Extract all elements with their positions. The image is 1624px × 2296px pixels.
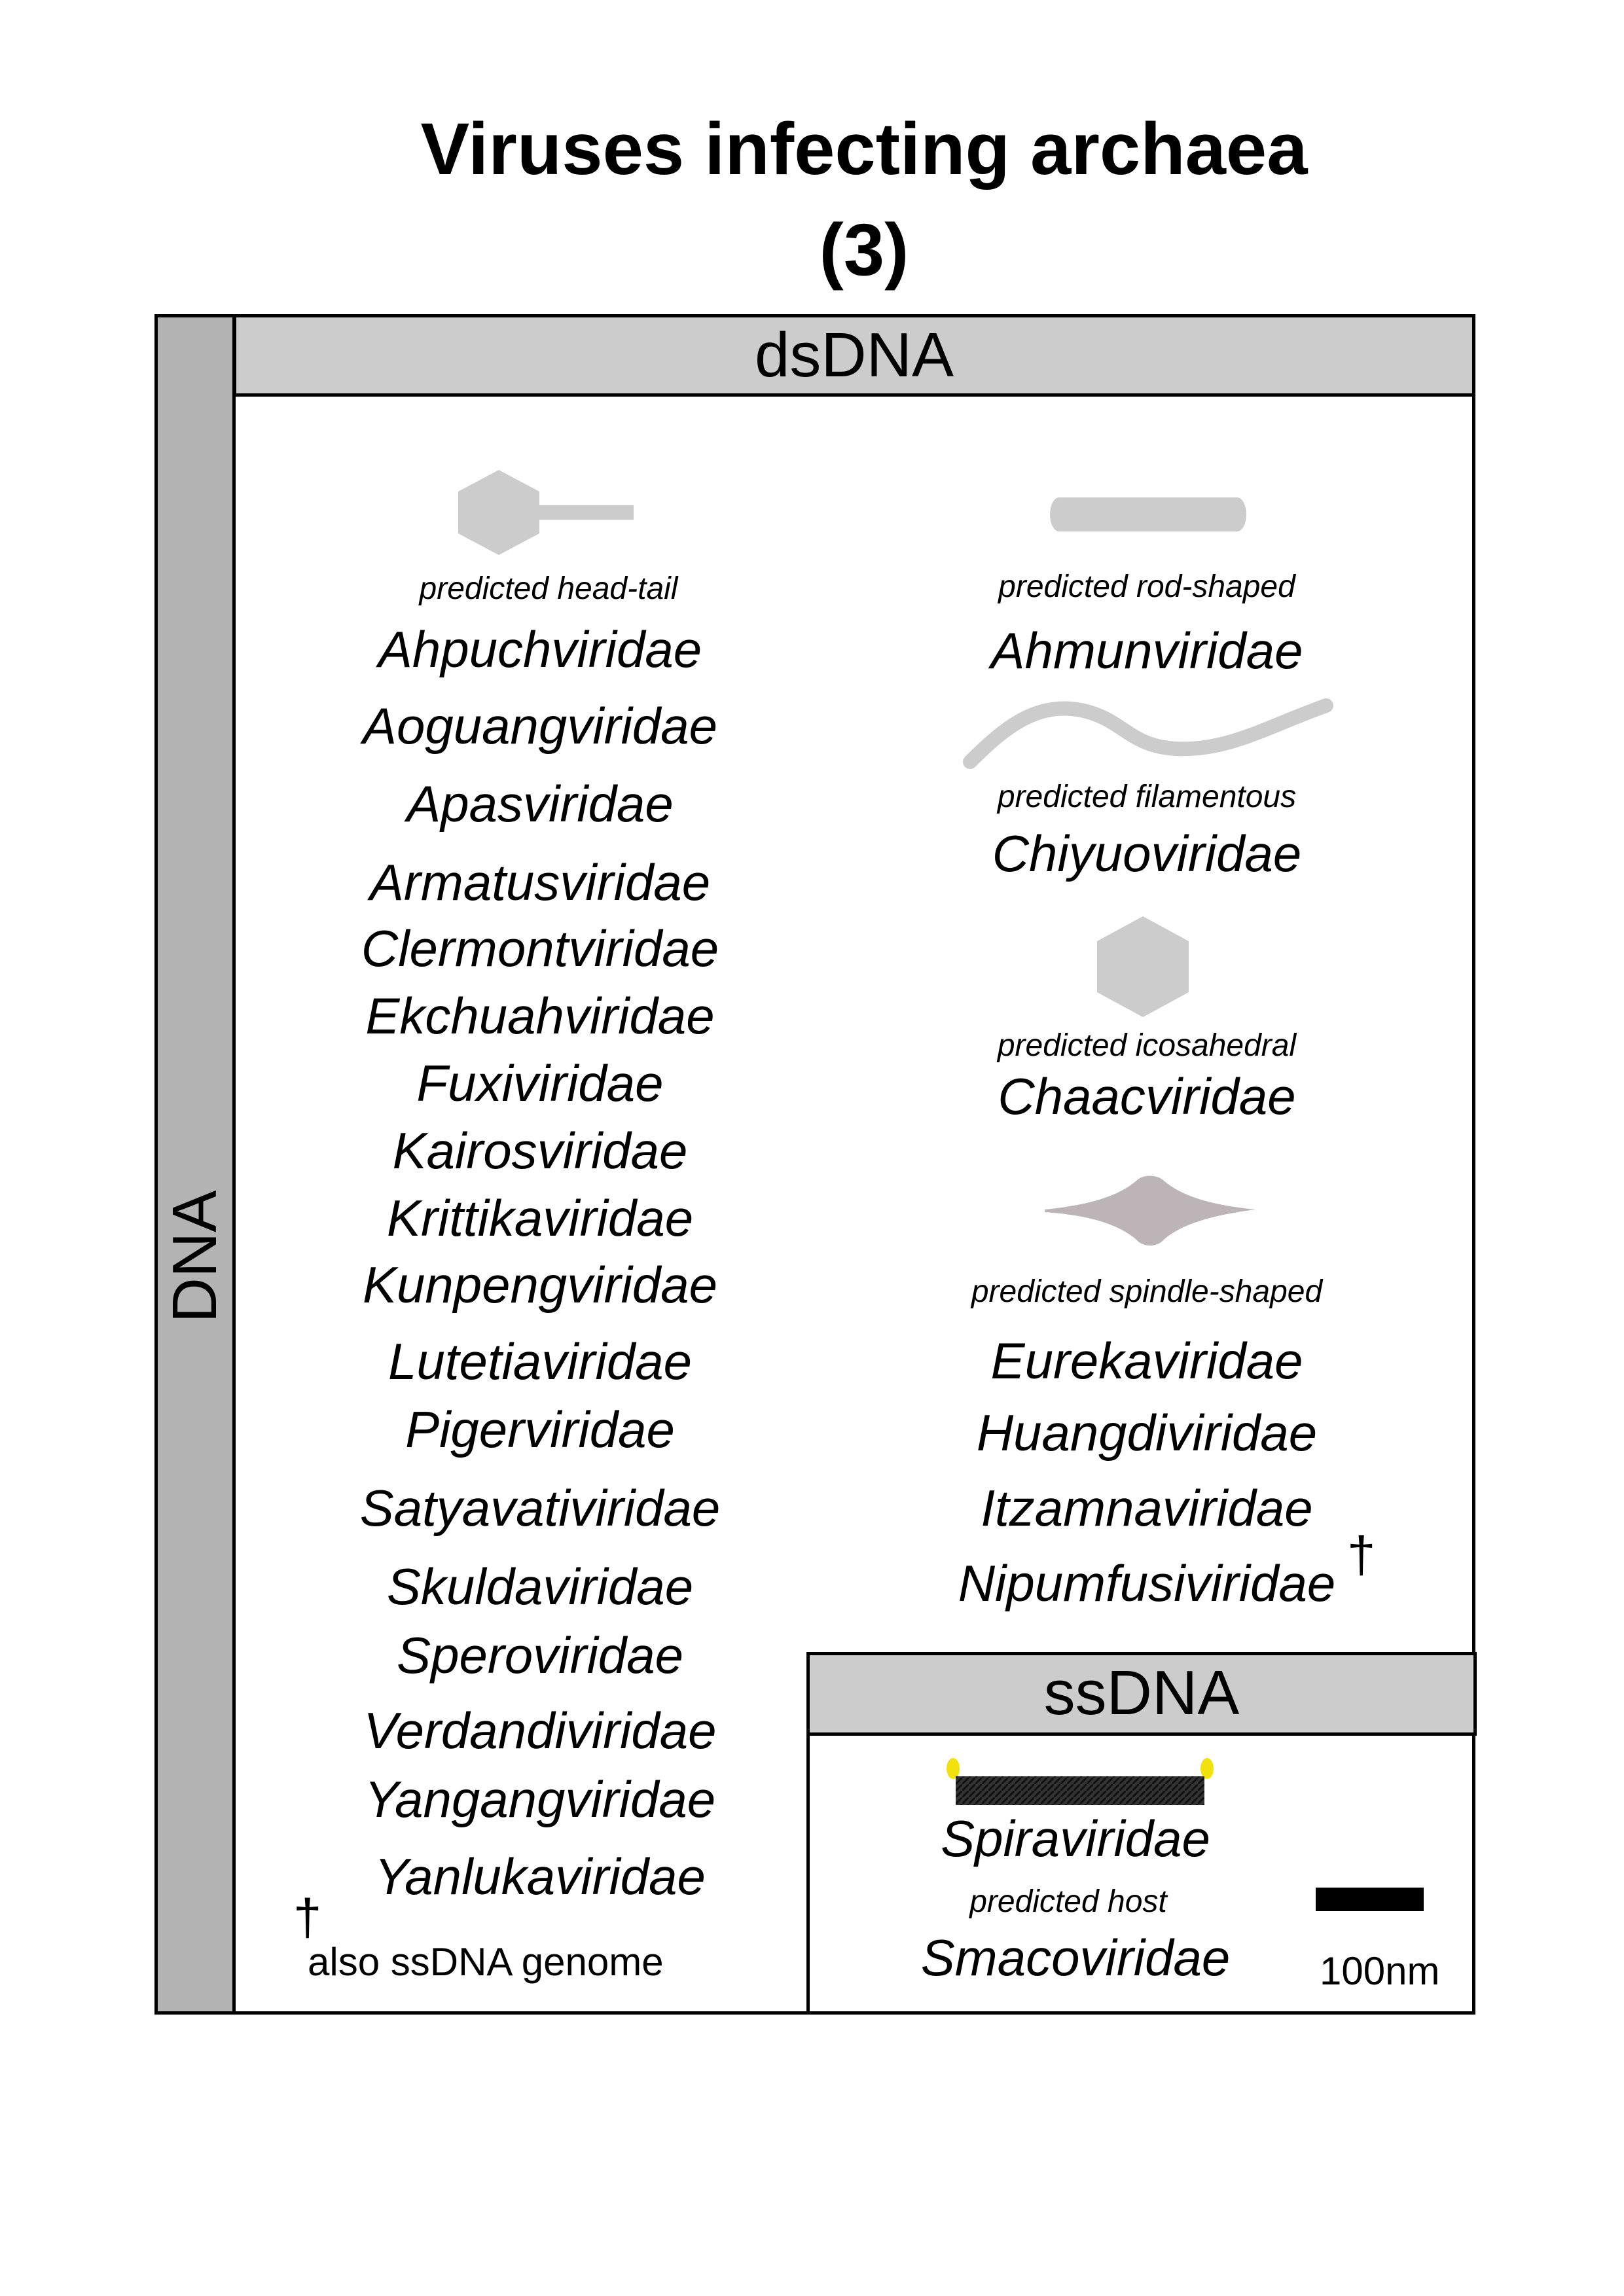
spira-virus-icon xyxy=(943,1758,1218,1805)
icosahedral-virus-icon xyxy=(1097,916,1189,1017)
family-name: Ahmunviridae xyxy=(990,622,1303,679)
family-name: Verdandiviridae xyxy=(363,1702,717,1759)
dna-label: DNA xyxy=(160,1190,230,1323)
dsdna-header: dsDNA xyxy=(233,314,1475,397)
family-name: Armatusviridae xyxy=(369,853,711,911)
scale-bar-label: 100nm xyxy=(1320,1949,1440,1993)
family-name: Fuxiviridae xyxy=(416,1054,664,1112)
family-name: Aoguangviridae xyxy=(362,697,718,755)
title-line-2: (3) xyxy=(819,209,909,291)
family-name: Ekchuahviridae xyxy=(365,987,715,1045)
ssdna-header: ssDNA xyxy=(806,1652,1477,1736)
family-name: Chaacviridae xyxy=(998,1067,1296,1125)
spindle-note: predicted spindle-shaped xyxy=(971,1274,1323,1309)
family-name: Speroviridae xyxy=(397,1626,683,1684)
footnote-dagger: † xyxy=(293,1888,322,1946)
family-name: Nipumfusiviridae xyxy=(958,1554,1336,1612)
family-name: Chiyuoviridae xyxy=(992,825,1302,882)
family-name: Eurekaviridae xyxy=(990,1332,1303,1390)
scale-bar xyxy=(1316,1888,1424,1911)
family-name: Kairosviridae xyxy=(392,1122,688,1179)
filamentous-note: predicted filamentous xyxy=(997,780,1297,814)
family-name: Yanlukaviridae xyxy=(374,1848,706,1905)
family-name: Satyavativiridae xyxy=(359,1479,721,1537)
rod-virus-icon xyxy=(1050,497,1246,531)
head-tail-note: predicted head-tail xyxy=(419,571,678,606)
family-name: Apasviridae xyxy=(406,775,674,833)
head-tail-virus-icon xyxy=(458,470,641,555)
host-note: predicted host xyxy=(969,1884,1167,1919)
nipumfusiviridae-dagger: † xyxy=(1347,1526,1376,1583)
rod-note: predicted rod-shaped xyxy=(998,569,1295,604)
family-name: Yangangviridae xyxy=(364,1770,716,1828)
family-name: Itzamnaviridae xyxy=(981,1479,1313,1537)
dna-side-bar xyxy=(154,314,236,2015)
filamentous-virus-icon xyxy=(966,700,1330,766)
family-name: Smacoviridae xyxy=(920,1929,1231,1986)
family-name: Kunpengviridae xyxy=(362,1256,718,1314)
spindle-virus-icon xyxy=(1045,1172,1255,1250)
family-name: Lutetiaviridae xyxy=(388,1333,692,1390)
family-name: Ahpuchviridae xyxy=(378,620,702,678)
family-name: Pigerviridae xyxy=(405,1401,675,1458)
family-name: Skuldaviridae xyxy=(386,1558,694,1615)
family-name: Huangdiviridae xyxy=(976,1404,1318,1462)
title-line-1: Viruses infecting archaea xyxy=(420,108,1308,190)
footnote-text: also ssDNA genome xyxy=(308,1940,664,1984)
family-name: Krittikaviridae xyxy=(386,1189,694,1247)
icosahedral-note: predicted icosahedral xyxy=(997,1028,1297,1063)
family-name: Spiraviridae xyxy=(941,1810,1210,1867)
family-name: Clermontviridae xyxy=(361,920,719,977)
